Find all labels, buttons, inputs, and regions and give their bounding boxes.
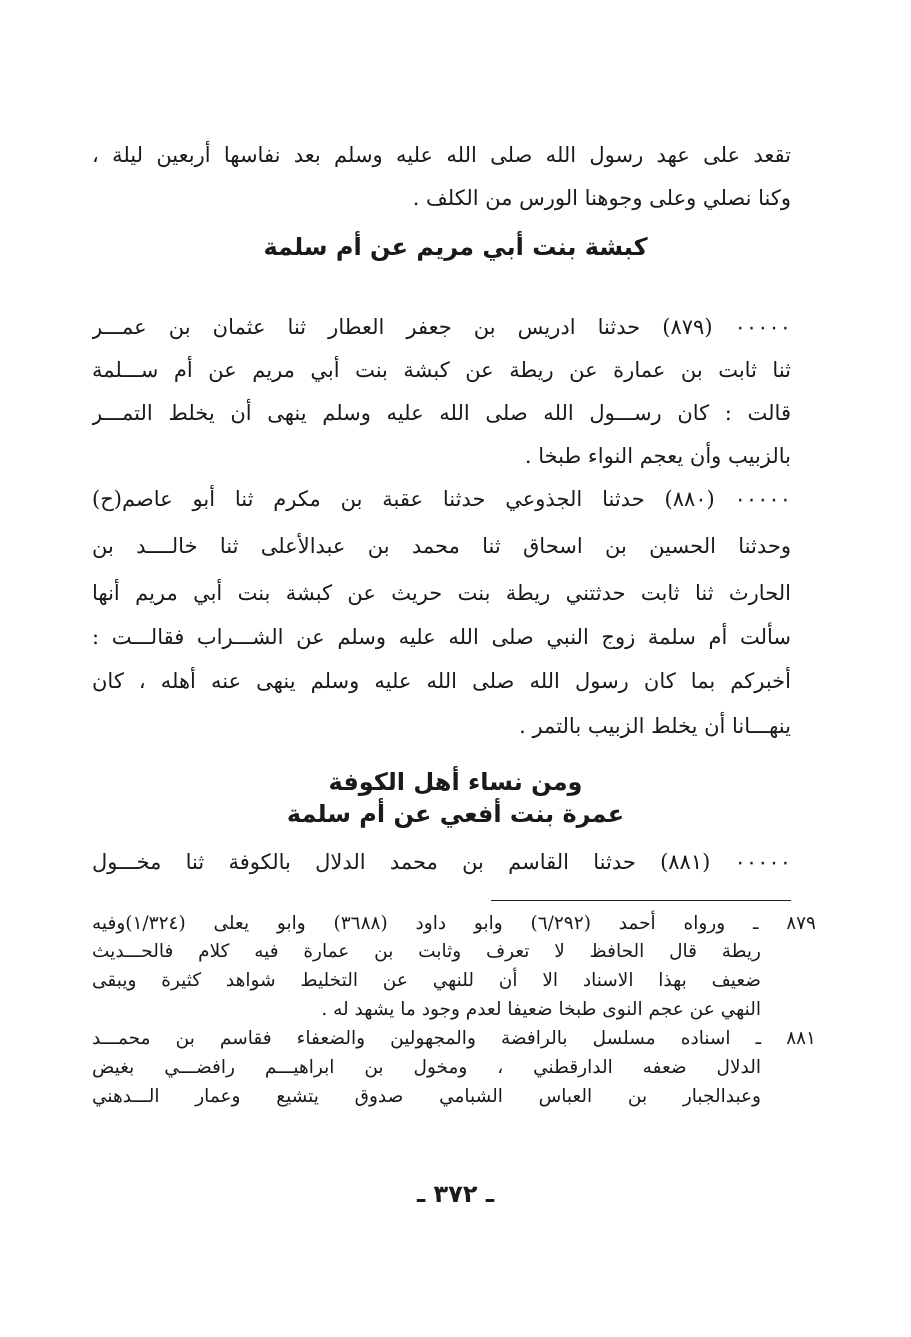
- hadith-line: الحارث ثنا ثابت حدثتني ريطة بنت حريث عن كبشة بنت أبي مريم أنها: [92, 581, 791, 605]
- hadith-line: أخبركم بما كان رسول الله صلى الله عليه وسلم ينهى عنه أهله ، كان: [92, 669, 791, 693]
- section-heading: كبشة بنت أبي مريم عن أم سلمة: [263, 233, 648, 261]
- footnote-line: النهي عن عجم النوى طبخا ضعيفا لعدم وجود ما يشهد له .: [321, 999, 761, 1020]
- footnote-divider: [491, 900, 791, 901]
- hadith-line: بالزبيب وأن يعجم النواء طبخا .: [524, 444, 791, 468]
- section-subheading: عمرة بنت أفعي عن أم سلمة: [286, 800, 625, 828]
- footnote-line: ريطة قال الحافظ لا تعرف وثابت بن عمارة فيه كلام فالحـــديث: [92, 941, 761, 962]
- section-heading: ومن نساء أهل الكوفة: [328, 768, 583, 796]
- hadith-line: ٠٠٠٠٠ (٨٨٠) حدثنا الجذوعي حدثنا عقبة بن مكرم ثنا أبو عاصم(ح): [92, 487, 791, 511]
- hadith-line: ٠٠٠٠٠ (٨٧٩) حدثنا ادريس بن جعفر العطار ثنا عثمان بن عمـــر: [92, 315, 791, 339]
- body-line: تقعد على عهد رسول الله صلى الله عليه وسلم بعد نفاسها أربعين ليلة ،: [92, 143, 791, 167]
- hadith-line: وحدثنا الحسين بن اسحاق ثنا محمد بن عبدالأعلى ثنا خالــــد بن: [92, 534, 791, 558]
- body-line: وكنا نصلي وعلى وجوهنا الورس من الكلف .: [412, 186, 791, 210]
- footnote-line: الدلال ضعفه الدارقطني ، ومخول بن ابراهيـــم رافضـــي بغيض: [92, 1057, 761, 1078]
- footnote-line: ٨٨١ ـ اسناده مسلسل بالرافضة والمجهولين والضعفاء فقاسم بن محمـــد: [92, 1028, 816, 1049]
- footnote-line: ٨٧٩ ـ ورواه أحمد (٦/٢٩٢) وابو داود (٣٦٨٨) وابو يعلى (١/٣٢٤)وفيه: [92, 913, 816, 934]
- hadith-line: ثنا ثابت بن عمارة عن ريطة عن كبشة بنت أبي مريم عن أم ســـلمة: [92, 358, 791, 382]
- footnote-line: ضعيف بهذا الاسناد الا أن للنهي عن التخليط شواهد كثيرة ويبقى: [92, 970, 761, 991]
- footnote-line: وعبدالجبار بن العباس الشبامي صدوق يتشيع وعمار الـــدهني: [92, 1086, 761, 1107]
- hadith-line: ٠٠٠٠٠ (٨٨١) حدثنا القاسم بن محمد الدلال بالكوفة ثنا مخـــول: [92, 850, 791, 874]
- page-number: ـ ٣٧٢ ـ: [416, 1180, 495, 1208]
- hadith-line: سألت أم سلمة زوج النبي صلى الله عليه وسلم عن الشـــراب فقالـــت :: [92, 625, 791, 649]
- hadith-line: ينهـــانا أن يخلط الزبيب بالتمر .: [519, 714, 791, 738]
- hadith-line: قالت : كان رســـول الله صلى الله عليه وسلم ينهى أن يخلط التمـــر: [92, 401, 791, 425]
